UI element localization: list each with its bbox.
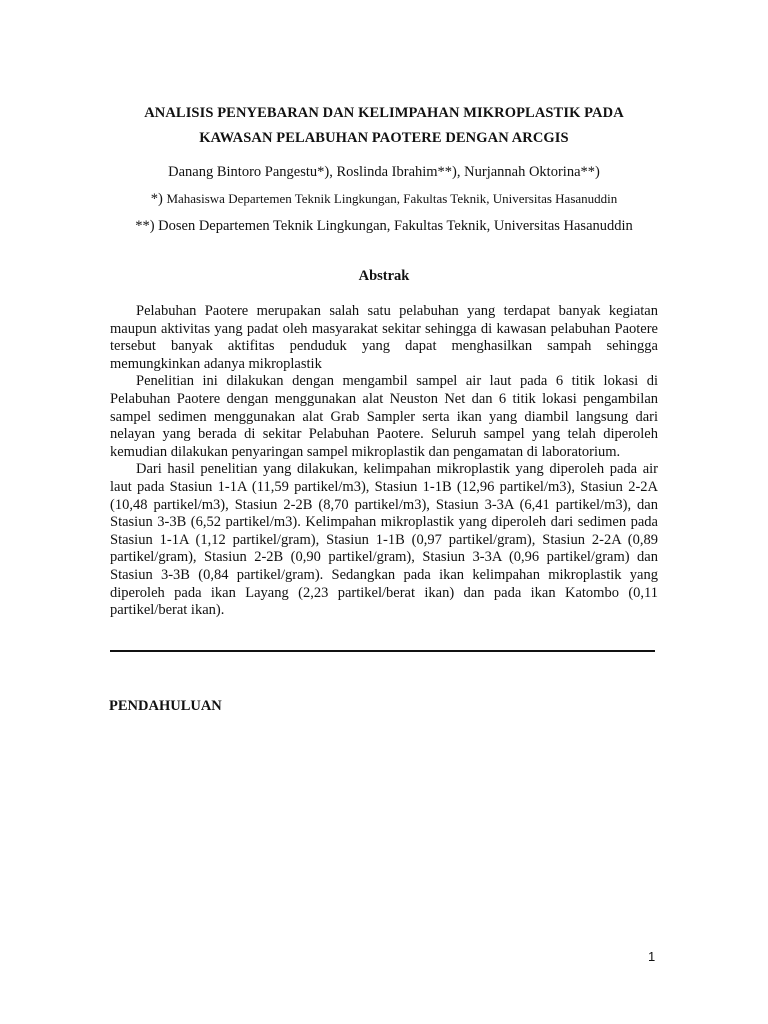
affiliation-lecturers: **) Dosen Departemen Teknik Lingkungan, Fakultas Teknik, Universitas Hasanuddin	[135, 218, 633, 234]
abstract-paragraph: Pelabuhan Paotere merupakan salah satu pelabuhan yang terdapat banyak kegiatan maupun aktivitas yang padat oleh masyarakat sekitar sehingga di kawasan pelabuhan Paotere tersebut banyak aktifitas penduduk yang dapat menghasilkan sampah sehingga memungkinkan adanya mikroplastik	[110, 303, 658, 372]
abstract-paragraph: Dari hasil penelitian yang dilakukan, kelimpahan mikroplastik yang diperoleh pada air laut pada Stasiun 1-1A (11,59 partikel/m3), Stasiun 1-1B (12,96 partikel/m3), Stasiun 2-2A (10,48 partikel/m3), Stasiun 2-2B (8,70 partikel/m3), Stasiun 3-3A (6,41 partikel/m3), dan Stasiun 3-3B (6,52 partikel/m3). Kelimpahan mikroplastik yang diperoleh dari sedimen pada Stasiun 1-1A (1,12 partikel/gram), Stasiun 1-1B (0,97 partikel/gram), Stasiun 2-2A (0,89 partikel/gram), Stasiun 2-2B (0,90 partikel/gram), Stasiun 3-3A (0,96 partikel/gram) dan Stasiun 3-3B (0,84 partikel/gram). Sedangkan pada ikan kelimpahan mikroplastik yang diperoleh pada ikan Layang (2,23 partikel/berat ikan) dan pada ikan Katombo (0,11 partikel/berat ikan).	[110, 461, 658, 619]
abstract-paragraph: Penelitian ini dilakukan dengan mengambil sampel air laut pada 6 titik lokasi di Pelabuhan Paotere dengan menggunakan alat Neuston Net dan 6 titik lokasi pengambilan sampel sedimen menggunakan alat Grab Sampler serta ikan yang diambil langsung dari nelayan yang berada di sekitar Pelabuhan Paotere. Seluruh sampel yang telah diperoleh kemudian dilakukan penyaringan sampel mikroplastik dan pengamatan di laboratorium.	[110, 373, 658, 460]
author-list: Danang Bintoro Pangestu*), Roslinda Ibrahim**), Nurjannah Oktorina**)	[168, 164, 600, 180]
section-divider	[110, 650, 655, 652]
paper-title-line-1: ANALISIS PENYEBARAN DAN KELIMPAHAN MIKROPLASTIK PADA	[144, 105, 624, 121]
page-number: 1	[648, 949, 656, 964]
abstract-heading: Abstrak	[358, 268, 410, 284]
abstract-body	[110, 303, 658, 620]
affiliation-marker: *)	[150, 191, 167, 207]
paper-title-line-2: KAWASAN PELABUHAN PAOTERE DENGAN ARCGIS	[199, 130, 569, 146]
section-heading-introduction: PENDAHULUAN	[109, 698, 222, 714]
affiliation-text: Mahasiswa Departemen Teknik Lingkungan, Fakultas Teknik, Universitas Hasanuddin	[166, 191, 618, 206]
affiliation-students	[0, 191, 768, 208]
